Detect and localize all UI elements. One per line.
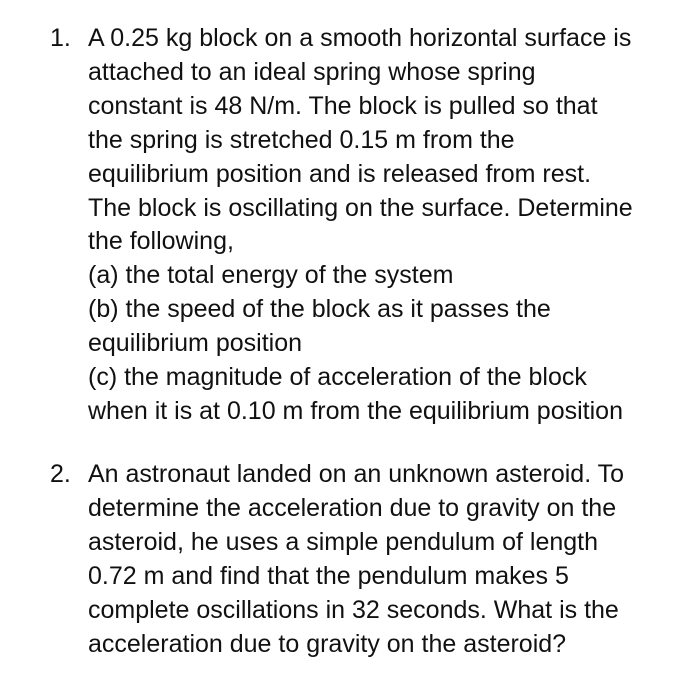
sub-question-b: (b) the speed of the block as it passes the <box>88 295 551 324</box>
problem-number: 1. <box>50 24 71 52</box>
problem-text <box>88 458 624 661</box>
problem-line: A 0.25 kg block on a smooth horizontal surface is <box>88 24 632 52</box>
problem-line: the following, <box>88 227 234 256</box>
sub-question-a: (a) the total energy of the system <box>88 261 454 290</box>
problem-line: The block is oscillating on the surface. Determine <box>88 193 633 222</box>
sub-question-c-continued: when it is at 0.10 m from the equilibrium position <box>88 396 623 425</box>
sub-question-b-continued: equilibrium position <box>88 329 303 358</box>
problem-line: An astronaut landed on an unknown asteroid. To <box>88 460 625 488</box>
sub-question-c: (c) the magnitude of acceleration of the block <box>88 363 587 392</box>
problem-line: complete oscillations in 32 seconds. What is the <box>88 595 619 624</box>
problem-line: equilibrium position and is released from rest. <box>88 159 592 188</box>
problem-line: the spring is stretched 0.15 m from the <box>88 125 515 154</box>
problem-line: acceleration due to gravity on the asteroid? <box>88 629 567 658</box>
problem-number: 2. <box>50 460 71 488</box>
problem-line: asteroid, he uses a simple pendulum of length <box>88 527 599 556</box>
problem-line: determine the acceleration due to gravity on the <box>88 493 617 522</box>
problem-line: constant is 48 N/m. The block is pulled so that <box>88 91 598 120</box>
problem-text <box>88 22 633 429</box>
problem-line: attached to an ideal spring whose spring <box>88 57 536 86</box>
problem-line: 0.72 m and find that the pendulum makes 5 <box>88 561 569 590</box>
